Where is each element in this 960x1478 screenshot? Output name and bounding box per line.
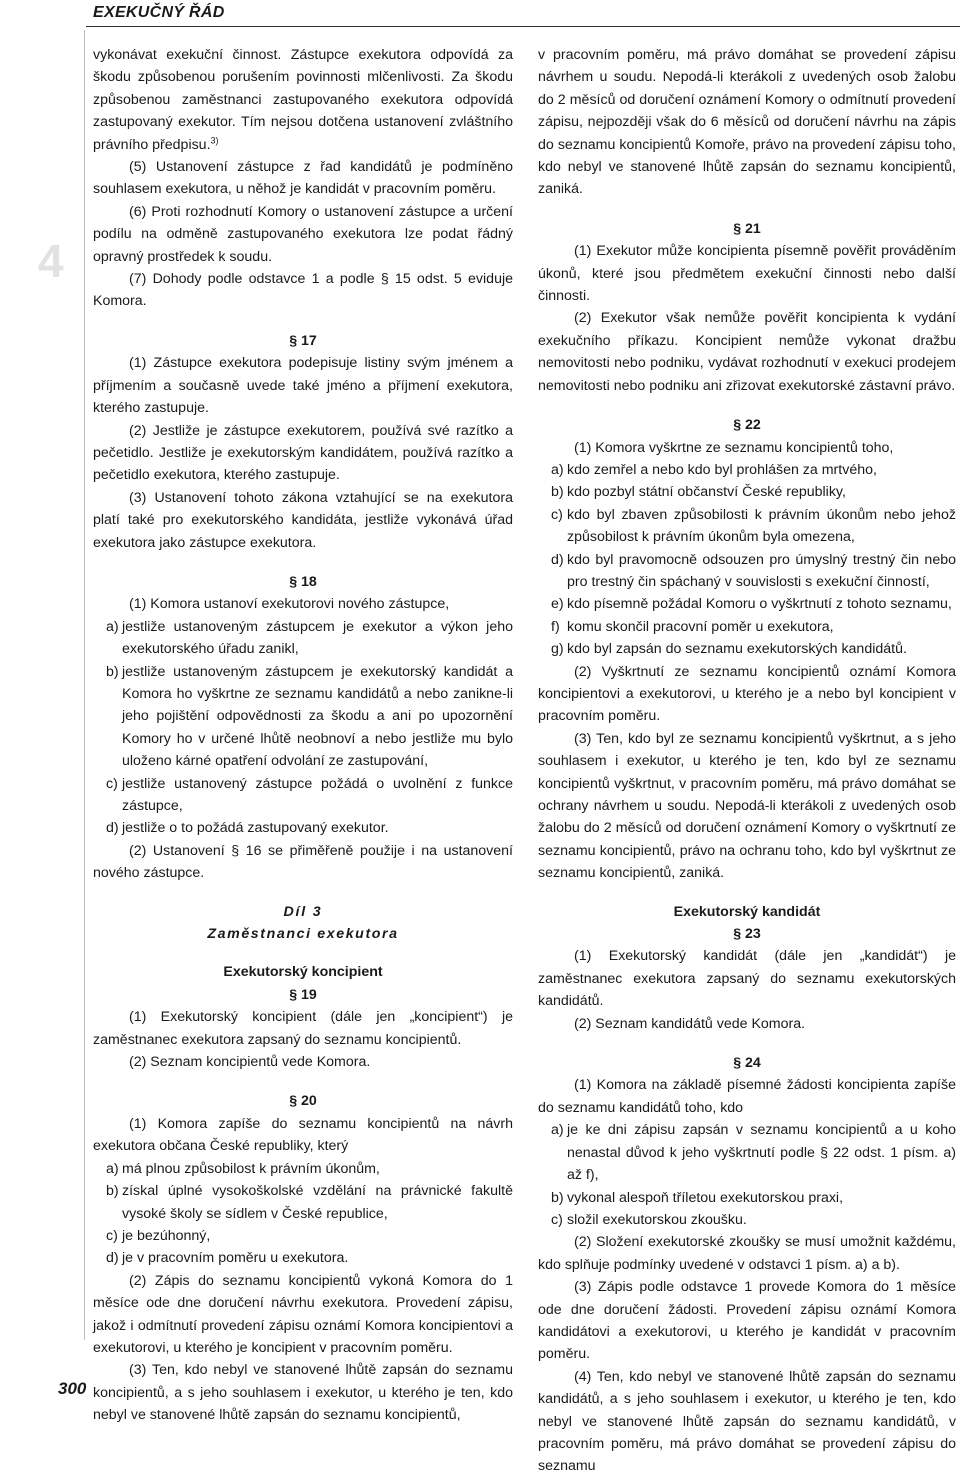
s21-paragraph-2: (2) Exekutor však nemůže pověřit koncipienta k vydání exekučního příkazu. Koncipient nemůže vykonat dražbu nemovitosti nebo podniku, vydávat rozhodnutí v exekuci prodejem nemovitosti nebo podniku ani zřizovat exekutorské zástavní právo.: [538, 310, 956, 394]
s17-paragraph-3: (3) Ustanovení tohoto zákona vztahující se na exekutora platí také pro exekutorského kandidáta, jestliže vykonává úřad exekutora jako zástupce exekutora.: [93, 489, 513, 551]
margin-rule: [84, 30, 85, 1340]
list-item: d) kdo byl pravomocně odsouzen pro úmyslný trestný čin nebo pro trestný čin spáchaný v souvislosti s exekuční činností,: [551, 551, 956, 590]
list-item: b) vykonal alespoň tříletou exekutorskou praxi,: [551, 1189, 844, 1206]
list-item: c) složil exekutorskou zkoušku.: [551, 1211, 747, 1228]
s17-paragraph-2: (2) Jestliže je zástupce exekutorem, používá své razítko a pečetidlo. Jestliže je exekutorským kandidátem, používá razítko a pečetidlo exekutora, kterého zastupuje.: [93, 422, 513, 484]
s20-paragraph-1: (1) Komora zapíše do seznamu koncipientů na návrh exekutora občana České republiky, který: [93, 1115, 513, 1155]
part-title: Díl 3: [283, 903, 323, 920]
part-subtitle: Zaměstnanci exekutora: [207, 926, 399, 943]
section-heading-19: § 19: [289, 986, 317, 1003]
s18-paragraph-1: (1) Komora ustanoví exekutorovi nového zástupce,: [129, 596, 450, 613]
s24-paragraph-2: (2) Složení exekutorské zkoušky se musí umožnit každému, kdo splňuje podmínky uvedené v odstavci 1 písm. a) a b).: [538, 1234, 956, 1273]
list-item: b) kdo pozbyl státní občanství České republiky,: [551, 484, 846, 501]
list-item: a) je ke dni zápisu zapsán v seznamu koncipientů a u koho nenastal důvod k jeho vyškrtnutí podle § 22 odst. 1 písm. a) až f),: [551, 1122, 956, 1184]
list-item: d) je v pracovním poměru u exekutora.: [106, 1250, 349, 1267]
heading-koncipient: Exekutorský koncipient: [223, 964, 383, 981]
section-heading-22: § 22: [733, 417, 761, 434]
s20-paragraph-2: (2) Zápis do seznamu koncipientů vykoná Komora do 1 měsíce ode dne doručení návrhu exekutora. Provedení zápisu, jakož i odmítnutí provedení zápisu oznámí Komora koncipientovi a exekutorovi, u kterého je koncipient v pracovním poměru.: [93, 1272, 513, 1356]
paragraph-intro: vykonávat exekuční činnost. Zástupce exekutora odpovídá za škodu způsobenou porušením povinnosti mlčenlivosti. Za škodu způsobenou zaměstnanci zastupovaného exekutora odpovídá zastupovaný exekutor. Tím nejsou dotčena ustanovení zvláštního právního předpisu.$^{3)}$: [93, 47, 513, 153]
paragraph-continued: v pracovním poměru, má právo domáhat se provedení zápisu návrhem u soudu. Nepodá-li kterákoli z uvedených osob žalobu do 2 měsíců od doručení oznámení Komory o odmítnutí provedení zápisu, nejpozději však do 6 měsíců od doručení návrhu na zápis do seznamu koncipientů Komoře, právo na provedení zápisu toho, kdo nebyl ve stanovené lhůtě zapsán do seznamu koncipientů, zaniká.: [538, 47, 956, 198]
s20-paragraph-3: (3) Ten, kdo nebyl ve stanovené lhůtě zapsán do seznamu koncipientů, a s jeho souhlasem i exekutor, u kterého je ten, kdo nebyl ve stanovené lhůtě zapsán do seznamu koncipientů,: [93, 1362, 513, 1424]
paragraph-7: (7) Dohody podle odstavce 1 a podle § 15 odst. 5 eviduje Komora.: [93, 271, 513, 310]
page-header: [0, 0, 960, 28]
s24-paragraph-1: (1) Komora na základě písemné žádosti koncipienta zapíše do seznamu kandidátů toho, kdo: [538, 1077, 956, 1116]
list-item: c) jestliže ustanovený zástupce požádá o uvolnění z funkce zástupce,: [106, 775, 513, 814]
list-item: a) jestliže ustanoveným zástupcem je exekutor a výkon jeho exekutorského úřadu zanikl,: [106, 618, 513, 658]
s22-paragraph-2: (2) Vyškrtnutí ze seznamu koncipientů oznámí Komora koncipientovi a exekutorovi, u kterého je a nebo byl koncipient v pracovním poměru.: [538, 663, 956, 725]
list-item: f) komu skončil pracovní poměr u exekutora,: [551, 618, 834, 635]
list-item: g) kdo byl zapsán do seznamu exekutorských kandidátů.: [551, 641, 907, 658]
s23-paragraph-1: (1) Exekutorský kandidát (dále jen „kandidát“) je zaměstnanec exekutora zapsaný do seznamu exekutorských kandidátů.: [538, 948, 956, 1010]
page-number: 300: [58, 1379, 87, 1398]
list-item: c) je bezúhonný,: [106, 1227, 211, 1244]
s24-paragraph-3: (3) Zápis podle odstavce 1 provede Komora do 1 měsíce ode dne doručení žádosti. Provedení zápisu oznámí Komora kandidátovi a exekutorovi, u kterého je kandidát v pracovním poměru.: [538, 1279, 956, 1363]
s23-paragraph-2: (2) Seznam kandidátů vede Komora.: [574, 1015, 806, 1032]
chapter-marker: 4: [38, 235, 64, 287]
list-item: d) jestliže o to požádá zastupovaný exekutor.: [106, 820, 389, 837]
list-item: c) kdo byl zbaven způsobilosti k právním úkonům nebo jehož způsobilost k právním úkonům byla omezena,: [551, 506, 956, 546]
section-heading-24: § 24: [733, 1055, 761, 1072]
s22-paragraph-3: (3) Ten, kdo byl ze seznamu koncipientů vyškrtnut, a s jeho souhlasem i exekutor, u kterého je ten, kdo byl ze seznamu koncipientů vyškrtnut, v pracovním poměru, má právo domáhat se ochrany návrhem u soudu. Nepodá-li kterákoli z uvedených osob žalobu do 2 měsíců od doručení oznámení Komory o vyškrtnutí ze seznamu koncipientů, právo na ochranu toho, kdo byl vyškrtnut ze seznamu koncipientů, zaniká.: [538, 730, 956, 882]
s21-paragraph-1: (1) Exekutor může koncipienta písemně pověřit prováděním úkonů, které jsou předmětem exekuční činnosti nebo další činnosti.: [538, 243, 956, 305]
list-item: b) jestliže ustanoveným zástupcem je exekutorský kandidát a Komora ho vyškrtne ze seznamu kandidátů a nebo zanikne-li jeho pojištění odpovědnosti za škodu a ani po upozornění Komory ho v určené lhůtě neobnoví a nebo jestliže mu bylo uloženo kárné opatření odvolání ze zastupování,: [106, 663, 513, 770]
heading-kandidat: Exekutorský kandidát: [673, 903, 821, 920]
paragraph-6: (6) Proti rozhodnutí Komory o ustanovení zástupce a určení podílu na odměně zastupovaného exekutora lze podat řádný opravný prostředek k soudu.: [93, 203, 513, 265]
header-rule: [86, 26, 960, 27]
section-heading-17: § 17: [289, 332, 317, 349]
list-item: a) má plnou způsobilost k právním úkonům,: [106, 1160, 380, 1177]
s17-paragraph-1: (1) Zástupce exekutora podepisuje listiny svým jménem a příjmením a současně uvede také jméno a příjmení exekutora, kterého zastupuje.: [93, 355, 513, 417]
footnote-reference[interactable]: 3): [210, 134, 219, 145]
list-item: b) získal úplné vysokoškolské vzdělání na právnické fakultě vysoké školy se sídlem v České republice,: [106, 1183, 513, 1222]
s19-paragraph-1: (1) Exekutorský koncipient (dále jen „koncipient“) je zaměstnanec exekutora zapsaný do seznamu koncipientů.: [93, 1009, 513, 1048]
s22-paragraph-1: (1) Komora vyškrtne ze seznamu koncipientů toho,: [574, 439, 894, 456]
list-item: e) kdo písemně požádal Komoru o vyškrtnutí z tohoto seznamu,: [551, 596, 952, 613]
s19-paragraph-2: (2) Seznam koncipientů vede Komora.: [129, 1054, 371, 1071]
right-column: [538, 44, 956, 1478]
paragraph-5: (5) Ustanovení zástupce z řad kandidátů je podmíněno souhlasem exekutora, u něhož je kandidát v pracovním poměru.: [93, 159, 513, 198]
section-heading-20: § 20: [289, 1093, 317, 1110]
left-column: [93, 44, 513, 1427]
section-heading-23: § 23: [733, 926, 761, 943]
s18-paragraph-2: (2) Ustanovení § 16 se přiměřeně použije i na ustanovení nového zástupce.: [93, 842, 513, 882]
s24-paragraph-4: (4) Ten, kdo nebyl ve stanovené lhůtě zapsán do seznamu kandidátů, a s jeho souhlasem i exekutor, u kterého je ten, kdo nebyl ve stanovené lhůtě zapsán do seznamu kandidátů, v pracovním poměru, má právo domáhat se provedení zápisu do seznamu: [538, 1368, 956, 1475]
section-heading-18: § 18: [289, 573, 317, 590]
list-item: a) kdo zemřel a nebo kdo byl prohlášen za mrtvého,: [551, 461, 877, 478]
running-title: EXEKUČNÝ ŘÁD: [93, 4, 225, 21]
section-heading-21: § 21: [733, 220, 761, 237]
